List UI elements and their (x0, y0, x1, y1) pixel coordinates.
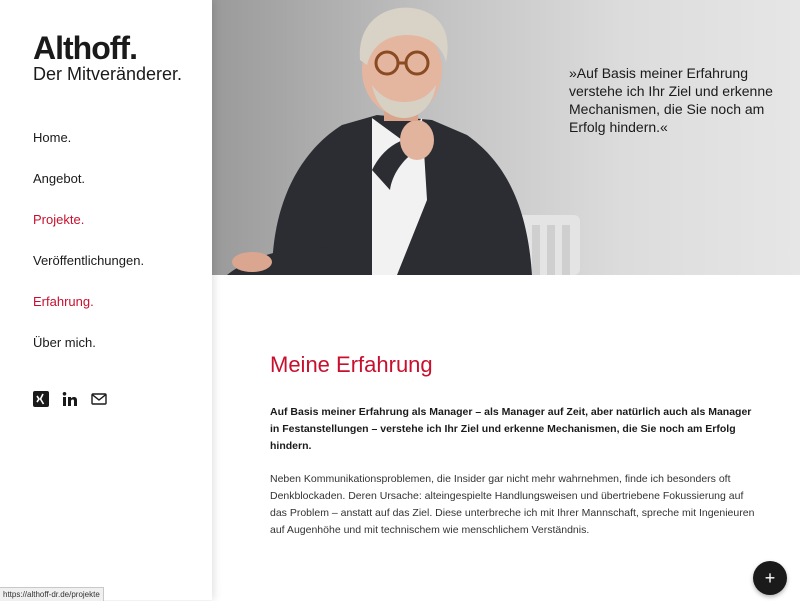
nav-item-projekte[interactable]: Projekte. (33, 212, 85, 227)
plus-button[interactable]: + (753, 561, 787, 595)
portrait-photo (212, 0, 800, 275)
body-paragraph: Neben Kommunikationsproblemen, die Insider gar nicht mehr wahrnehmen, finde ich besonders oft Denkblockaden. Deren Ursache: alteingespielte Handlungsweisen und übertriebene Fokussierung auf das Problem – anstatt auf das Ziel. Diese unterbreche ich mit Ihrer Mannschaft, spreche mit Ingenieuren auf Augenhöhe und mit technischem wie menschlichem Verständnis. (270, 473, 755, 536)
sidebar (0, 0, 212, 600)
nav-item-erfahrung[interactable]: Erfahrung. (33, 294, 94, 309)
hero-banner (212, 0, 800, 275)
mail-icon[interactable] (91, 391, 107, 407)
logo-name[interactable]: Althoff. (33, 30, 137, 66)
hero-quote: »Auf Basis meiner Erfahrung verstehe ich Ihr Ziel und erkenne Mechanismen, die Sie noch am Erfolg hindern.« (569, 65, 773, 135)
xing-icon[interactable] (33, 391, 49, 407)
lead-paragraph: Auf Basis meiner Erfahrung als Manager – als Manager auf Zeit, aber natürlich auch als Manager in Festanstellungen – verstehe ich Ihr Ziel und erkenne Mechanismen, die Sie noch am Erfolg hindern. (270, 406, 752, 452)
status-bar-url: https://althoff-dr.de/projekte (0, 587, 104, 601)
social-links (33, 391, 107, 407)
nav-item-angebot[interactable]: Angebot. (33, 171, 86, 186)
main-nav (33, 130, 144, 376)
linkedin-icon[interactable] (62, 391, 78, 407)
page-title: Meine Erfahrung (270, 352, 433, 377)
nav-item-home[interactable]: Home. (33, 130, 72, 145)
logo-tagline[interactable]: Der Mitveränderer. (33, 64, 183, 84)
main-content (270, 352, 760, 539)
nav-item-ueber-mich[interactable]: Über mich. (33, 335, 96, 350)
nav-item-veroeffentlichungen[interactable]: Veröffentlichungen. (33, 253, 145, 268)
